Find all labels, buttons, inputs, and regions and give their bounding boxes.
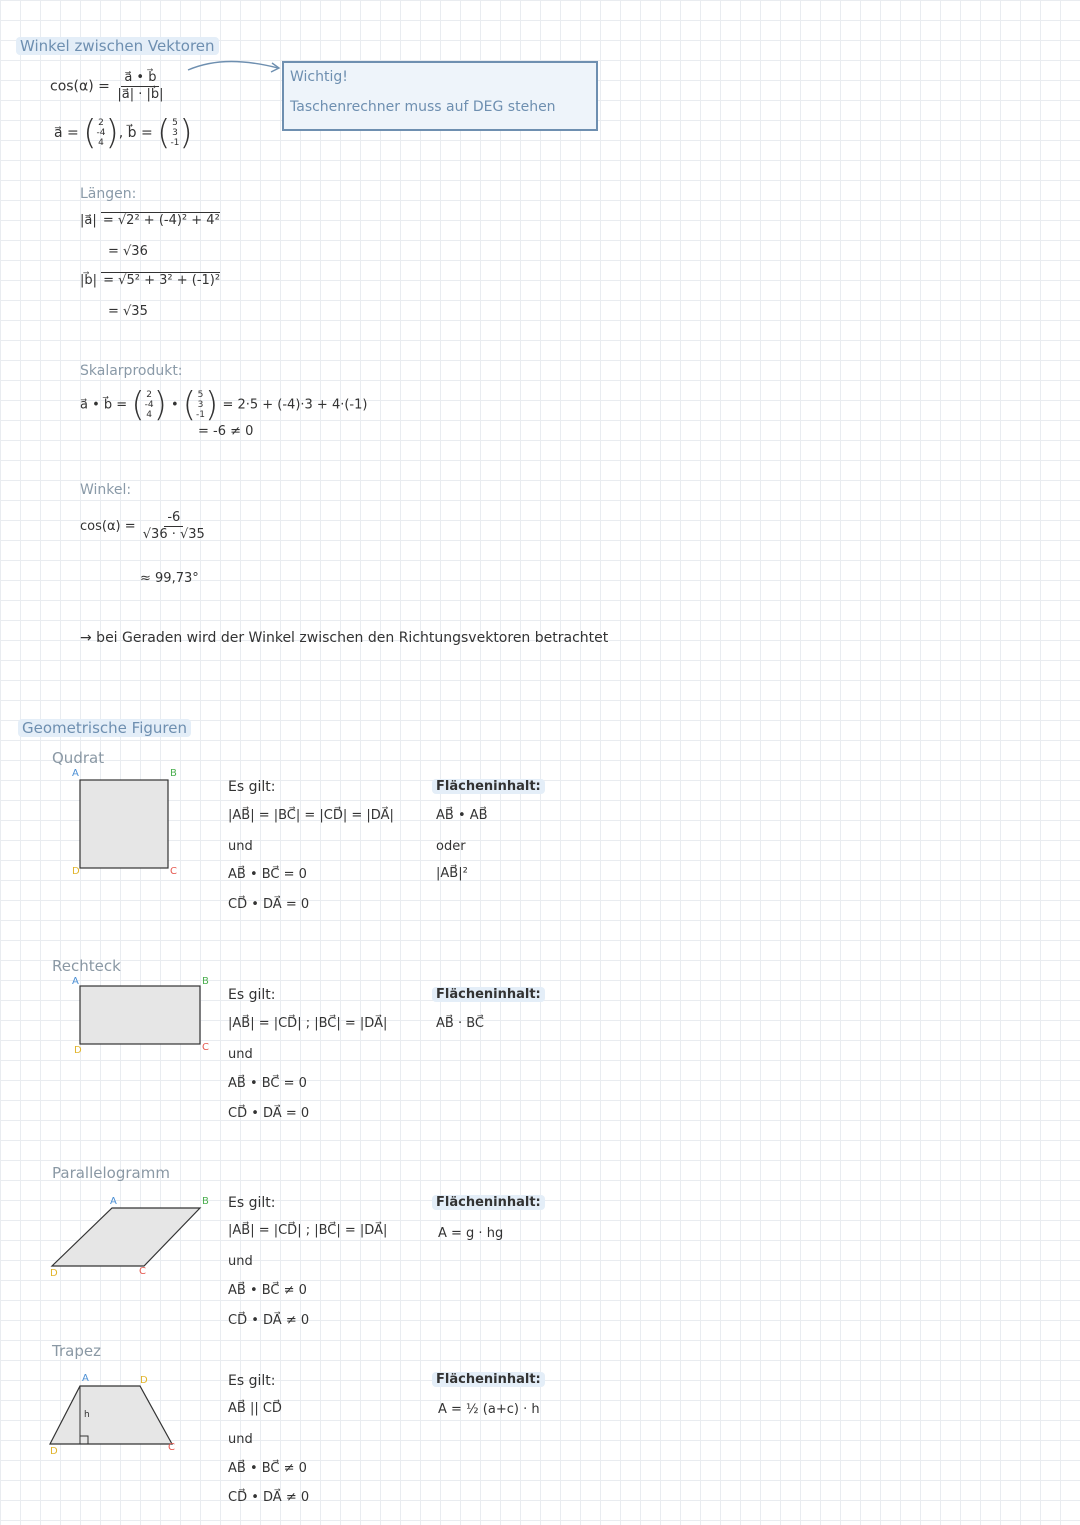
rechteck-cond2: AB⃗ • BC⃗ = 0 bbox=[228, 1076, 307, 1091]
figure-name-parallelogramm: Parallelogramm bbox=[52, 1164, 170, 1182]
rechteck-area1: AB⃗ · BC⃗ bbox=[436, 1016, 484, 1031]
note-box bbox=[282, 61, 598, 131]
rechteck-cond3: CD⃗ • DA⃗ = 0 bbox=[228, 1106, 310, 1121]
arrow-to-note-icon bbox=[186, 56, 286, 80]
trapez-point-c: C bbox=[168, 1442, 175, 1453]
trapez-area1: A = ½ (a+c) · h bbox=[438, 1402, 540, 1417]
vec-a-label: a⃗ = bbox=[54, 125, 79, 141]
laengen-label: Längen: bbox=[80, 186, 137, 202]
len-b-rhs: = √5² + 3² + (-1)² bbox=[103, 273, 221, 288]
winkel-denominator: √36 · √35 bbox=[142, 527, 205, 542]
winkel-numerator: -6 bbox=[164, 510, 183, 527]
quadrat-es-gilt: Es gilt: bbox=[228, 779, 276, 795]
cos-formula bbox=[50, 70, 166, 103]
rechteck-und: und bbox=[228, 1047, 253, 1062]
parallelogramm-cond2: AB⃗ • BC⃗ ≠ 0 bbox=[228, 1283, 307, 1298]
skalar-rhs: = 2·5 + (-4)·3 + 4·(-1) bbox=[222, 397, 368, 413]
skalar-vec-a-x: 2 bbox=[146, 390, 152, 400]
winkel-fraction bbox=[140, 510, 208, 543]
quadrat-area-or: oder bbox=[436, 839, 466, 854]
vec-b-z: -1 bbox=[170, 138, 180, 148]
square-point-d: D bbox=[72, 866, 80, 877]
parallelogramm-es-gilt: Es gilt: bbox=[228, 1195, 276, 1211]
cos-formula-lhs: cos(α) = bbox=[50, 78, 110, 95]
len-b-result: = √35 bbox=[108, 304, 148, 319]
skalar-line: a⃗ • b⃗ = ( 2 -4 4 ) • ( 5 3 -1 ) = 2·5 + (-4)·3 + 4·(-1) bbox=[80, 385, 368, 425]
square-point-a: A bbox=[72, 768, 79, 779]
cos-formula-numerator: a⃗ • b⃗ bbox=[121, 70, 159, 87]
square-point-c: C bbox=[170, 866, 177, 877]
trapez-point-a: A bbox=[82, 1373, 89, 1384]
rectangle-figure bbox=[60, 972, 220, 1062]
parallelogramm-cond1: |AB⃗| = |CD⃗| ; |BC⃗| = |DA⃗| bbox=[228, 1223, 388, 1238]
trapez-height-label: h bbox=[84, 1410, 90, 1420]
note-title: Wichtig! bbox=[290, 69, 348, 85]
trapez-point-d-top: D bbox=[140, 1375, 148, 1386]
winkel-lhs: cos(α) = bbox=[80, 519, 136, 534]
quadrat-area1: AB⃗ • AB⃗ bbox=[436, 808, 488, 823]
figure-name-trapez: Trapez bbox=[52, 1342, 101, 1360]
cos-formula-fraction bbox=[114, 70, 166, 103]
skalar-lhs: a⃗ • b⃗ = bbox=[80, 397, 128, 413]
quadrat-cond2: AB⃗ • BC⃗ = 0 bbox=[228, 867, 307, 882]
para-point-c: C bbox=[139, 1266, 146, 1277]
skalar-vec-a-y: -4 bbox=[144, 400, 154, 410]
winkel-line bbox=[80, 510, 208, 543]
skalar-vec-a-z: 4 bbox=[146, 410, 152, 420]
rechteck-area-label: Flächeninhalt: bbox=[432, 987, 545, 1002]
parallelogramm-und: und bbox=[228, 1254, 253, 1269]
len-a-result: = √36 bbox=[108, 244, 148, 259]
trapezoid-figure bbox=[44, 1376, 184, 1452]
vec-b-x: 5 bbox=[172, 118, 178, 128]
quadrat-cond1: |AB⃗| = |BC⃗| = |CD⃗| = |DA⃗| bbox=[228, 808, 394, 823]
cos-formula-denominator: |a⃗| · |b⃗| bbox=[117, 87, 164, 102]
winkel-result: ≈ 99,73° bbox=[140, 571, 199, 586]
parallelogramm-area-label: Flächeninhalt: bbox=[432, 1195, 545, 1210]
trapez-cond1: AB⃗ || CD⃗ bbox=[228, 1401, 282, 1416]
skalar-result: = -6 ≠ 0 bbox=[198, 424, 254, 439]
trapez-es-gilt: Es gilt: bbox=[228, 1373, 276, 1389]
parallelogram-figure bbox=[44, 1196, 214, 1272]
parallelogramm-area1: A = g · hg bbox=[438, 1226, 504, 1241]
vec-b-y: 3 bbox=[172, 128, 178, 138]
rect-point-c: C bbox=[202, 1042, 209, 1053]
section-title-figuren: Geometrische Figuren bbox=[18, 719, 191, 737]
rect-point-d: D bbox=[74, 1045, 82, 1056]
square-point-b: B bbox=[170, 768, 177, 779]
trapez-cond3: CD⃗ • DA⃗ ≠ 0 bbox=[228, 1490, 310, 1505]
rect-point-a: A bbox=[72, 976, 79, 987]
trapez-cond2: AB⃗ • BC⃗ ≠ 0 bbox=[228, 1461, 307, 1476]
trapez-area-label: Flächeninhalt: bbox=[432, 1372, 545, 1387]
skalar-vec-a bbox=[145, 390, 154, 420]
skalar-label: Skalarprodukt: bbox=[80, 363, 183, 379]
len-a-lhs: |a⃗| bbox=[80, 213, 97, 228]
vec-a-x: 2 bbox=[98, 118, 104, 128]
para-point-b: B bbox=[202, 1196, 209, 1207]
len-b-lhs: |b⃗| bbox=[80, 273, 98, 288]
rechteck-cond1: |AB⃗| = |CD⃗| ; |BC⃗| = |DA⃗| bbox=[228, 1016, 388, 1031]
figure-name-rechteck: Rechteck bbox=[52, 957, 121, 975]
len-a-rhs: = √2² + (-4)² + 4² bbox=[102, 213, 220, 228]
skalar-vec-b-y: 3 bbox=[197, 400, 204, 410]
skalar-vec-b-x: 5 bbox=[197, 390, 204, 400]
vectors-definition: a⃗ = ( 2 -4 4 ), b⃗ = ( 5 3 -1 ) bbox=[54, 113, 193, 153]
rechteck-es-gilt: Es gilt: bbox=[228, 987, 276, 1003]
quadrat-und: und bbox=[228, 839, 253, 854]
len-b-line bbox=[80, 273, 220, 288]
parallelogramm-cond3: CD⃗ • DA⃗ ≠ 0 bbox=[228, 1313, 310, 1328]
skalar-vec-b-z: -1 bbox=[196, 410, 206, 420]
quadrat-area2: |AB⃗|² bbox=[436, 866, 468, 881]
rect-point-b: B bbox=[202, 976, 209, 987]
para-point-d: D bbox=[50, 1268, 58, 1279]
figure-name-quadrat: Qudrat bbox=[52, 749, 105, 767]
quadrat-cond3: CD⃗ • DA⃗ = 0 bbox=[228, 897, 310, 912]
note-text: Taschenrechner muss auf DEG stehen bbox=[290, 99, 556, 115]
trapez-und: und bbox=[228, 1432, 253, 1447]
section-title-winkel: Winkel zwischen Vektoren bbox=[16, 37, 219, 55]
para-point-a: A bbox=[110, 1196, 117, 1207]
vec-b-label: b⃗ = bbox=[127, 125, 153, 141]
arrow-note: → bei Geraden wird der Winkel zwischen den Richtungsvektoren betrachtet bbox=[80, 630, 609, 646]
quadrat-area-label: Flächeninhalt: bbox=[432, 779, 545, 794]
len-a-line bbox=[80, 213, 220, 228]
trapez-point-d: D bbox=[50, 1446, 58, 1457]
vec-a-y: -4 bbox=[96, 128, 106, 138]
skalar-vec-b bbox=[196, 390, 205, 420]
vec-a-z: 4 bbox=[98, 138, 104, 148]
winkel-label: Winkel: bbox=[80, 482, 132, 498]
